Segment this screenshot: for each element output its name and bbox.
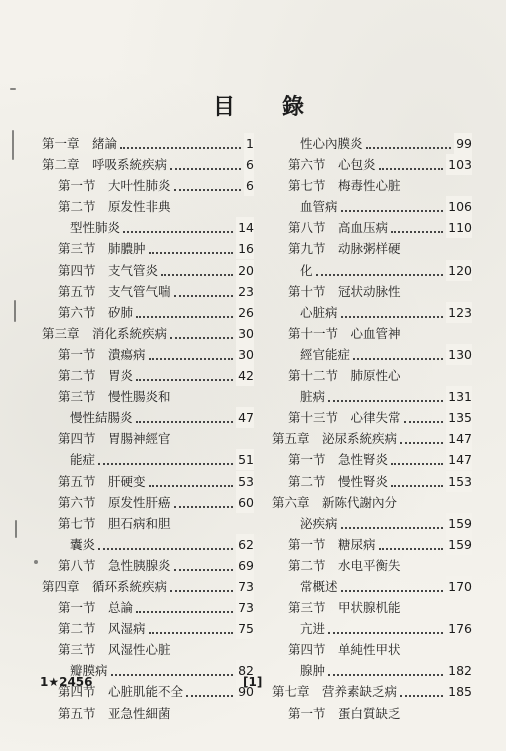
toc-entry-page: 30	[236, 344, 254, 365]
toc-entry	[272, 407, 472, 428]
dot-leader	[316, 274, 443, 276]
toc-entry-label: 第六节 原发性肝癌	[58, 494, 171, 510]
toc-entry-label: 第六章 新陈代謝內分	[272, 494, 398, 510]
toc-entry-label: 第二节 胃炎	[58, 368, 134, 384]
toc-entry-label: 第一节 急性腎炎	[288, 452, 389, 468]
toc-entry-label: 常概述	[300, 578, 338, 594]
toc-entry	[272, 428, 472, 449]
toc-entry-page: 131	[446, 386, 472, 407]
toc-entry-label: 第一节 蛋白質缺乏	[288, 705, 401, 721]
toc-entry	[272, 703, 472, 724]
toc-entry-page: 120	[446, 260, 472, 281]
toc-entry-label: 第九节 动脉粥样硬	[288, 241, 401, 257]
toc-entry-label: 第二节 原发性非典	[58, 199, 171, 215]
toc-entry	[42, 449, 254, 470]
toc-entry	[42, 407, 254, 428]
dot-leader	[170, 168, 241, 170]
toc-entry	[42, 133, 254, 154]
dot-leader	[341, 210, 443, 212]
toc-entry-page: 103	[446, 154, 472, 175]
dot-leader	[174, 295, 233, 297]
toc-entry	[272, 154, 472, 175]
toc-entry-label: 第五章 泌尿系統疾病	[272, 431, 398, 447]
toc-entry-label: 第一节 糖尿病	[288, 536, 376, 552]
toc-entry	[42, 302, 254, 323]
toc-entry	[272, 660, 472, 681]
toc-entry-label: 第二章 呼吸系統疾病	[42, 157, 168, 173]
dot-leader	[391, 231, 443, 233]
toc-entry	[272, 175, 472, 196]
toc-entry	[272, 471, 472, 492]
toc-entry-page: 16	[236, 238, 254, 259]
toc-entry-label: 第三节 甲状腺机能	[288, 600, 401, 616]
toc-entry	[272, 260, 472, 281]
toc-entry-label: 第一节 大叶性肺炎	[58, 178, 171, 194]
toc-entry-page: 153	[446, 471, 472, 492]
toc-entry-label: 第七章 营养素缺乏病	[272, 684, 398, 700]
dot-leader	[149, 252, 233, 254]
toc-entry	[272, 281, 472, 302]
title-char-2: 錄	[282, 94, 307, 120]
toc-entry-page: 60	[236, 492, 254, 513]
page-title	[0, 90, 506, 120]
toc-entry-label: 第三章 消化系統疾病	[42, 325, 168, 341]
toc-entry-label: 心脏病	[300, 304, 338, 320]
toc-entry	[272, 133, 472, 154]
toc-entry-page: 20	[236, 260, 254, 281]
toc-entry-page: 53	[236, 471, 254, 492]
toc-entry-page: 73	[236, 576, 254, 597]
toc-entry	[272, 302, 472, 323]
toc-entry	[272, 365, 472, 386]
dot-leader	[174, 569, 233, 571]
toc-entry-label: 第一节 潰瘍病	[58, 346, 146, 362]
toc-entry-page: 135	[446, 407, 472, 428]
toc-entry	[42, 639, 254, 660]
toc-entry-page: 14	[236, 217, 254, 238]
dot-leader	[136, 316, 233, 318]
toc-entry	[272, 323, 472, 344]
dot-leader	[98, 548, 233, 550]
dot-leader	[136, 611, 233, 613]
toc-left-column	[42, 133, 254, 724]
toc-entry-page: 123	[446, 302, 472, 323]
toc-entry-label: 第八节 急性胰腺炎	[58, 557, 171, 573]
toc-entry	[42, 555, 254, 576]
toc-entry	[42, 576, 254, 597]
dot-leader	[366, 147, 451, 149]
title-char-1: 目	[213, 94, 238, 120]
dot-leader	[341, 316, 443, 318]
toc-entry	[272, 513, 472, 534]
toc-entry-label: 第一节 总論	[58, 600, 134, 616]
toc-entry-page: 26	[236, 302, 254, 323]
dot-leader	[98, 463, 233, 465]
toc-entry	[42, 154, 254, 175]
toc-entry-label: 第七节 胆石病和胆	[58, 515, 171, 531]
toc-entry-page: 47	[236, 407, 254, 428]
toc-entry-label: 第四节 支气管炎	[58, 262, 159, 278]
toc-entry	[272, 534, 472, 555]
toc-entry	[42, 597, 254, 618]
dot-leader	[400, 695, 443, 697]
toc-entry-label: 性心內膜炎	[300, 136, 363, 151]
binding-edge-mark	[15, 520, 17, 538]
toc-entry-page: 73	[236, 597, 254, 618]
dot-leader	[328, 632, 443, 634]
toc-entry	[272, 576, 472, 597]
toc-entry-page: 30	[236, 323, 254, 344]
toc-entry-page: 51	[236, 449, 254, 470]
binding-edge-mark	[12, 130, 14, 160]
toc-entry-page: 130	[446, 344, 472, 365]
dot-leader	[123, 231, 233, 233]
toc-entry-label: 第七节 梅毒性心脏	[288, 178, 401, 194]
toc-entry-label: 第四节 心脏肌能不全	[58, 684, 184, 700]
binding-edge-mark	[14, 300, 16, 322]
toc-entry	[272, 217, 472, 238]
dot-leader	[391, 463, 443, 465]
toc-entry	[42, 513, 254, 534]
toc-entry-page: 110	[446, 217, 472, 238]
toc-entry-label: 第四章 循环系統疾病	[42, 578, 168, 594]
toc-entry-label: 第六节 矽肺	[58, 304, 134, 320]
toc-entry	[42, 492, 254, 513]
toc-entry-label: 第一章 緒論	[42, 136, 118, 151]
toc-entry-page: 147	[446, 449, 472, 470]
toc-right-column	[272, 133, 472, 724]
dot-leader	[174, 506, 233, 508]
toc-entry-page: 1	[244, 133, 254, 154]
toc-entry	[42, 703, 254, 724]
toc-entry-page: 6	[244, 175, 254, 196]
toc-entry-page: 75	[236, 618, 254, 639]
toc-entry-label: 第三节 风湿性心脏	[58, 642, 171, 658]
dot-leader	[341, 590, 443, 592]
toc-entry-label: 泌疾病	[300, 515, 338, 531]
dot-leader	[149, 632, 233, 634]
dot-leader	[170, 590, 233, 592]
dot-leader	[379, 548, 443, 550]
toc-entry-label: 第四节 胃腸神經官	[58, 431, 171, 447]
toc-entry-label: 血管病	[300, 199, 338, 215]
toc-entry-label: 第二节 风湿病	[58, 621, 146, 637]
toc-entry	[272, 492, 472, 513]
toc-entry	[272, 238, 472, 259]
toc-entry-label: 第六节 心包炎	[288, 157, 376, 173]
dot-leader	[161, 274, 233, 276]
dot-leader	[328, 400, 443, 402]
toc-entry	[272, 618, 472, 639]
toc-entry-page: 182	[446, 660, 472, 681]
toc-entry-label: 脏病	[300, 389, 326, 405]
toc-entry	[42, 260, 254, 281]
dot-leader	[111, 674, 233, 676]
toc-entry	[42, 386, 254, 407]
toc-entry	[42, 323, 254, 344]
toc-entry-page: 106	[446, 196, 472, 217]
toc-entry	[42, 471, 254, 492]
dot-leader	[149, 485, 233, 487]
toc-entry-page: 62	[236, 534, 254, 555]
toc-entry-label: 瓣膜病	[70, 663, 108, 679]
toc-entry-page: 185	[446, 681, 472, 702]
toc-entry	[272, 681, 472, 702]
toc-entry	[272, 386, 472, 407]
toc-entry-label: 第三节 肺膿肿	[58, 241, 146, 257]
toc-entry	[272, 344, 472, 365]
toc-entry-page: 6	[244, 154, 254, 175]
dot-leader	[120, 147, 241, 149]
toc-entry-label: 第二节 水电平衡失	[288, 557, 401, 573]
dot-leader	[186, 695, 233, 697]
toc-entry-label: 能症	[70, 452, 96, 468]
dot-leader	[328, 674, 443, 676]
footer-page-number: [1]	[243, 675, 263, 689]
toc-entry-page: 159	[446, 513, 472, 534]
toc-entry-label: 第二节 慢性腎炎	[288, 473, 389, 489]
toc-entry	[42, 217, 254, 238]
dot-leader	[404, 421, 443, 423]
toc-entry	[272, 555, 472, 576]
toc-entry	[42, 281, 254, 302]
dot-leader	[379, 168, 443, 170]
toc-entry-label: 第八节 高血压病	[288, 220, 389, 236]
dot-leader	[400, 442, 443, 444]
toc-entry	[42, 428, 254, 449]
toc-entry	[42, 238, 254, 259]
dot-leader	[149, 358, 233, 360]
toc-entry-label: 第十三节 心律失常	[288, 410, 401, 426]
toc-entry	[272, 196, 472, 217]
toc-entry-label: 第四节 单純性甲状	[288, 642, 401, 658]
toc-entry	[42, 175, 254, 196]
toc-entry-label: 化	[300, 262, 313, 278]
binding-edge-mark	[34, 560, 38, 564]
dot-leader	[391, 485, 443, 487]
dot-leader	[174, 189, 241, 191]
dot-leader	[353, 358, 443, 360]
toc-entry-page: 147	[446, 428, 472, 449]
dot-leader	[136, 421, 233, 423]
toc-entry-label: 第十节 冠状动脉性	[288, 283, 401, 299]
dot-leader	[136, 379, 233, 381]
toc-entry-page: 42	[236, 365, 254, 386]
toc-entry-label: 型性肺炎	[70, 220, 121, 236]
toc-entry	[42, 344, 254, 365]
toc-entry-label: 經官能症	[300, 346, 351, 362]
toc-entry-label: 第五节 支气管气喘	[58, 283, 171, 299]
toc-entry-label: 第五节 亚急性細菌	[58, 705, 171, 721]
toc-entry-label: 囊炎	[70, 536, 96, 552]
footer-code: 1★2456	[40, 675, 93, 689]
toc-entry-label: 亢进	[300, 621, 326, 637]
toc-entry-label: 第五节 肝硬变	[58, 473, 146, 489]
toc-entry	[272, 639, 472, 660]
toc-entry-page: 159	[446, 534, 472, 555]
toc-entry-page: 69	[236, 555, 254, 576]
toc-entry-label: 慢性結腸炎	[70, 410, 133, 426]
toc-entry-label: 第十一节 心血管神	[288, 325, 401, 341]
toc-entry-page: 90	[236, 681, 254, 702]
toc-entry	[42, 365, 254, 386]
dot-leader	[170, 337, 233, 339]
toc-entry-page: 23	[236, 281, 254, 302]
toc-entry-page: 176	[446, 618, 472, 639]
toc-entry-label: 第十二节 肺原性心	[288, 368, 401, 384]
toc-entry	[272, 449, 472, 470]
toc-entry-page: 170	[446, 576, 472, 597]
dot-leader	[341, 527, 443, 529]
toc-entry-page: 99	[454, 133, 472, 154]
toc-entry	[272, 597, 472, 618]
toc-entry	[42, 618, 254, 639]
toc-entry-page: 82	[236, 660, 254, 681]
toc-entry	[42, 534, 254, 555]
toc-entry	[42, 196, 254, 217]
toc-entry-label: 腺肿	[300, 663, 326, 679]
toc-entry-label: 第三节 慢性腸炎和	[58, 389, 171, 405]
